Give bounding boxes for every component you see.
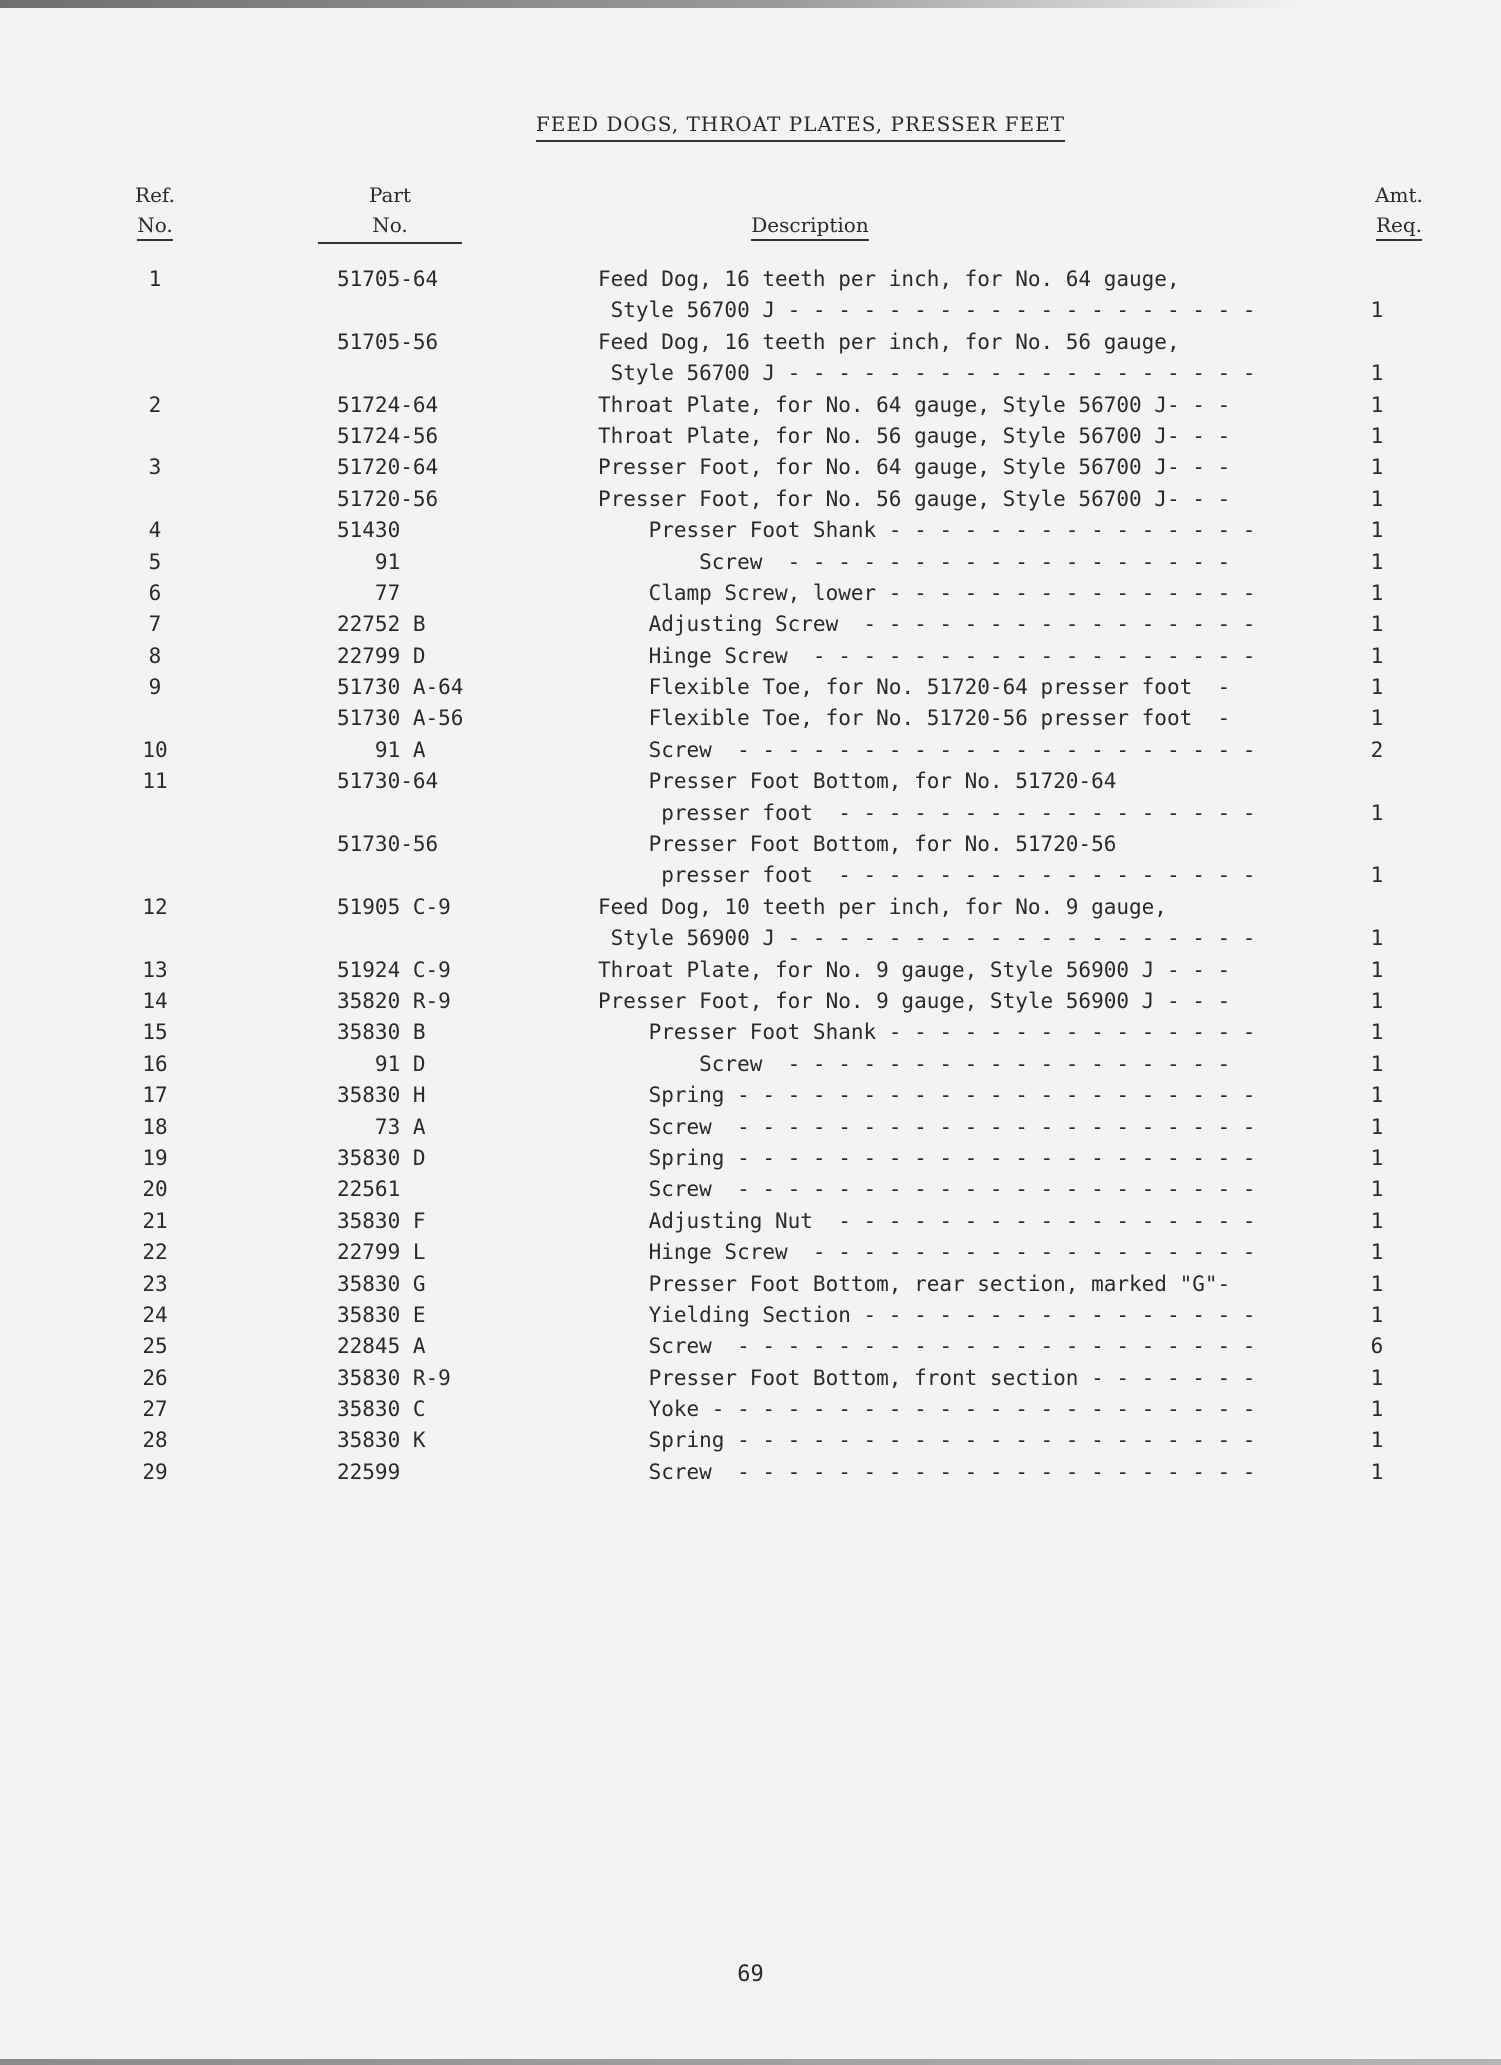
description-cell: Yielding Section - - - - - - - - - - - - - - - -	[598, 1302, 1256, 1327]
part-cell: 51705-64	[337, 267, 439, 291]
part-cell: 51905 C-9	[337, 894, 451, 919]
table-row	[0, 421, 1501, 452]
amount-cell: 1	[1370, 706, 1384, 731]
description-cell: Presser Foot Bottom, for No. 51720-64	[598, 769, 1117, 794]
ref-cell: 14	[142, 988, 168, 1013]
table-row	[0, 1457, 1501, 1488]
description-cell: Style 56700 J - - - - - - - - - - - - - - - - - - -	[598, 361, 1256, 386]
amount-cell: 1	[1370, 957, 1384, 982]
description-cell: Presser Foot Bottom, for No. 51720-56	[598, 832, 1117, 857]
table-row	[0, 798, 1501, 829]
description-cell: Throat Plate, for No. 56 gauge, Style 56700 J- - -	[598, 423, 1231, 448]
table-row	[0, 1143, 1501, 1174]
amount-cell: 1	[1370, 486, 1384, 511]
description-cell: Presser Foot Bottom, front section - - - - - - -	[598, 1365, 1256, 1390]
table-row	[0, 986, 1501, 1017]
part-cell: 22799 L	[337, 1240, 426, 1265]
description-cell: Feed Dog, 16 teeth per inch, for No. 64 gauge,	[598, 267, 1180, 291]
part-cell: 22752 B	[337, 612, 426, 637]
ref-cell: 13	[142, 957, 168, 982]
ref-cell: 11	[142, 769, 168, 794]
amount-cell: 1	[1370, 1397, 1384, 1422]
part-cell: 91	[337, 549, 401, 574]
amount-cell: 1	[1370, 549, 1384, 574]
ref-cell: 21	[142, 1208, 168, 1233]
description-cell: Throat Plate, for No. 64 gauge, Style 56700 J- - -	[598, 392, 1231, 417]
amount-cell: 2	[1370, 737, 1384, 762]
ref-cell: 3	[148, 455, 162, 480]
amount-cell: 1	[1370, 643, 1384, 668]
description-cell: Screw - - - - - - - - - - - - - - - - - -	[598, 1051, 1231, 1076]
table-row	[0, 1363, 1501, 1394]
amount-cell: 6	[1370, 1334, 1384, 1359]
amount-cell: 1	[1370, 455, 1384, 480]
part-cell: 73 A	[337, 1114, 426, 1139]
amount-cell: 1	[1370, 988, 1384, 1013]
table-row	[0, 892, 1501, 923]
description-cell: Screw - - - - - - - - - - - - - - - - - - - - -	[598, 1459, 1256, 1484]
table-row	[0, 578, 1501, 609]
scan-edge-bottom	[0, 2059, 1501, 2065]
ref-cell: 19	[142, 1145, 168, 1170]
part-cell: 22561	[337, 1177, 401, 1202]
table-row	[0, 641, 1501, 672]
ref-cell: 10	[142, 737, 168, 762]
description-cell: Feed Dog, 16 teeth per inch, for No. 56 gauge,	[598, 329, 1180, 354]
amount-cell: 1	[1370, 675, 1384, 700]
description-cell: Spring - - - - - - - - - - - - - - - - - - - - -	[598, 1083, 1256, 1108]
amount-cell: 1	[1370, 926, 1384, 951]
table-row	[0, 295, 1501, 326]
part-cell: 35830 K	[337, 1428, 426, 1453]
ref-cell: 18	[142, 1114, 168, 1139]
table-row	[0, 1206, 1501, 1237]
table-row	[0, 1112, 1501, 1143]
table-row	[0, 1049, 1501, 1080]
description-cell: Style 56700 J - - - - - - - - - - - - - - - - - - -	[598, 298, 1256, 323]
part-cell: 91 D	[337, 1051, 426, 1076]
part-cell: 35830 E	[337, 1302, 426, 1327]
table-row	[0, 860, 1501, 891]
table-row	[0, 547, 1501, 578]
table-row	[0, 735, 1501, 766]
part-cell: 51924 C-9	[337, 957, 451, 982]
part-cell: 51705-56	[337, 329, 439, 354]
ref-cell: 23	[142, 1271, 168, 1296]
ref-cell: 15	[142, 1020, 168, 1045]
description-cell: Screw - - - - - - - - - - - - - - - - - - - - -	[598, 1334, 1256, 1359]
description-cell: Screw - - - - - - - - - - - - - - - - - -	[598, 549, 1231, 574]
amount-cell: 1	[1370, 1208, 1384, 1233]
amount-cell: 1	[1370, 1051, 1384, 1076]
table-row	[0, 358, 1501, 389]
description-cell: Spring - - - - - - - - - - - - - - - - - - - - -	[598, 1428, 1256, 1453]
table-row	[0, 452, 1501, 483]
part-cell: 35830 C	[337, 1397, 426, 1422]
table-row	[0, 1300, 1501, 1331]
amount-cell: 1	[1370, 580, 1384, 605]
description-cell: Screw - - - - - - - - - - - - - - - - - - - - -	[598, 1177, 1256, 1202]
part-cell: 51730-56	[337, 832, 439, 857]
amount-cell: 1	[1370, 1145, 1384, 1170]
part-cell: 51724-56	[337, 423, 439, 448]
description-cell: Presser Foot Bottom, rear section, marked "G"-	[598, 1271, 1231, 1296]
ref-cell: 28	[142, 1428, 168, 1453]
part-cell: 51730 A-64	[337, 675, 464, 700]
table-row	[0, 1174, 1501, 1205]
amount-cell: 1	[1370, 863, 1384, 888]
table-row	[0, 703, 1501, 734]
description-cell: Throat Plate, for No. 9 gauge, Style 56900 J - - -	[598, 957, 1231, 982]
part-cell: 35830 G	[337, 1271, 426, 1296]
parts-list	[0, 264, 1501, 1488]
part-cell: 22599	[337, 1459, 401, 1484]
part-cell: 22799 D	[337, 643, 426, 668]
ref-cell: 1	[148, 267, 162, 291]
ref-cell: 29	[142, 1459, 168, 1484]
description-cell: Presser Foot, for No. 9 gauge, Style 56900 J - - -	[598, 988, 1231, 1013]
amount-cell: 1	[1370, 1020, 1384, 1045]
amount-cell: 1	[1370, 361, 1384, 386]
description-cell: Presser Foot, for No. 56 gauge, Style 56700 J- - -	[598, 486, 1231, 511]
amount-cell: 1	[1370, 423, 1384, 448]
table-row	[0, 1425, 1501, 1456]
ref-cell: 5	[148, 549, 162, 574]
amount-cell: 1	[1370, 1302, 1384, 1327]
header-part-no: Part No.	[318, 180, 462, 244]
amount-cell: 1	[1370, 612, 1384, 637]
amount-cell: 1	[1370, 392, 1384, 417]
table-row	[0, 955, 1501, 986]
ref-cell: 7	[148, 612, 162, 637]
amount-cell: 1	[1370, 1365, 1384, 1390]
description-cell: Feed Dog, 10 teeth per inch, for No. 9 gauge,	[598, 894, 1167, 919]
table-row	[0, 923, 1501, 954]
description-cell: Adjusting Nut - - - - - - - - - - - - - - - - -	[598, 1208, 1256, 1233]
part-cell: 51730 A-56	[337, 706, 464, 731]
amount-cell: 1	[1370, 800, 1384, 825]
part-cell: 35830 H	[337, 1083, 426, 1108]
description-cell: Flexible Toe, for No. 51720-56 presser foot -	[598, 706, 1231, 731]
amount-cell: 1	[1370, 1271, 1384, 1296]
description-cell: Presser Foot Shank - - - - - - - - - - - - - - -	[598, 518, 1256, 543]
amount-cell: 1	[1370, 1177, 1384, 1202]
amount-cell: 1	[1370, 518, 1384, 543]
ref-cell: 9	[148, 675, 162, 700]
scan-edge-top	[0, 0, 1300, 8]
table-row	[0, 672, 1501, 703]
ref-cell: 17	[142, 1083, 168, 1108]
amount-cell: 1	[1370, 298, 1384, 323]
description-cell: Hinge Screw - - - - - - - - - - - - - - - - - -	[598, 1240, 1256, 1265]
ref-cell: 4	[148, 518, 162, 543]
ref-cell: 22	[142, 1240, 168, 1265]
table-row	[0, 327, 1501, 358]
ref-cell: 27	[142, 1397, 168, 1422]
description-cell: Flexible Toe, for No. 51720-64 presser foot -	[598, 675, 1231, 700]
amount-cell: 1	[1370, 1240, 1384, 1265]
amount-cell: 1	[1370, 1459, 1384, 1484]
part-cell: 91 A	[337, 737, 426, 762]
table-row	[0, 1331, 1501, 1362]
description-cell: Style 56900 J - - - - - - - - - - - - - - - - - - -	[598, 926, 1256, 951]
description-cell: Clamp Screw, lower - - - - - - - - - - - - - - -	[598, 580, 1256, 605]
table-row	[0, 766, 1501, 797]
amount-cell: 1	[1370, 1114, 1384, 1139]
part-cell: 51720-64	[337, 455, 439, 480]
table-row	[0, 1394, 1501, 1425]
part-cell: 51730-64	[337, 769, 439, 794]
ref-cell: 16	[142, 1051, 168, 1076]
description-cell: Adjusting Screw - - - - - - - - - - - - - - - -	[598, 612, 1256, 637]
header-ref-no: Ref. No.	[115, 180, 195, 240]
part-cell: 35830 D	[337, 1145, 426, 1170]
header-description: Description	[700, 210, 920, 240]
part-cell: 51720-56	[337, 486, 439, 511]
description-cell: presser foot - - - - - - - - - - - - - - - - -	[598, 863, 1256, 888]
part-cell: 51724-64	[337, 392, 439, 417]
amount-cell: 1	[1370, 1428, 1384, 1453]
table-row	[0, 829, 1501, 860]
table-row	[0, 390, 1501, 421]
part-cell: 35830 R-9	[337, 1365, 451, 1390]
ref-cell: 20	[142, 1177, 168, 1202]
ref-cell: 12	[142, 894, 168, 919]
table-row	[0, 1017, 1501, 1048]
description-cell: Hinge Screw - - - - - - - - - - - - - - - - - -	[598, 643, 1256, 668]
description-cell: presser foot - - - - - - - - - - - - - - - - -	[598, 800, 1256, 825]
part-cell: 22845 A	[337, 1334, 426, 1359]
table-row	[0, 609, 1501, 640]
part-cell: 51430	[337, 518, 401, 543]
table-row	[0, 1080, 1501, 1111]
ref-cell: 24	[142, 1302, 168, 1327]
table-row	[0, 1237, 1501, 1268]
table-row	[0, 1269, 1501, 1300]
table-row	[0, 484, 1501, 515]
description-cell: Presser Foot, for No. 64 gauge, Style 56700 J- - -	[598, 455, 1231, 480]
description-cell: Screw - - - - - - - - - - - - - - - - - - - - -	[598, 737, 1256, 762]
ref-cell: 6	[148, 580, 162, 605]
page-number: 69	[737, 1962, 764, 1987]
description-cell: Screw - - - - - - - - - - - - - - - - - - - - -	[598, 1114, 1256, 1139]
ref-cell: 2	[148, 392, 162, 417]
ref-cell: 25	[142, 1334, 168, 1359]
part-cell: 35830 B	[337, 1020, 426, 1045]
header-amt-req: Amt. Req.	[1364, 180, 1434, 240]
part-cell: 35820 R-9	[337, 988, 451, 1013]
ref-cell: 26	[142, 1365, 168, 1390]
description-cell: Spring - - - - - - - - - - - - - - - - - - - - -	[598, 1145, 1256, 1170]
description-cell: Yoke - - - - - - - - - - - - - - - - - - - - - -	[598, 1397, 1256, 1422]
part-cell: 35830 F	[337, 1208, 426, 1233]
description-cell: Presser Foot Shank - - - - - - - - - - - - - - -	[598, 1020, 1256, 1045]
table-row	[0, 264, 1501, 295]
page-title: FEED DOGS, THROAT PLATES, PRESSER FEET	[0, 112, 1501, 136]
part-cell: 77	[337, 580, 401, 605]
ref-cell: 8	[148, 643, 162, 668]
amount-cell: 1	[1370, 1083, 1384, 1108]
table-row	[0, 515, 1501, 546]
